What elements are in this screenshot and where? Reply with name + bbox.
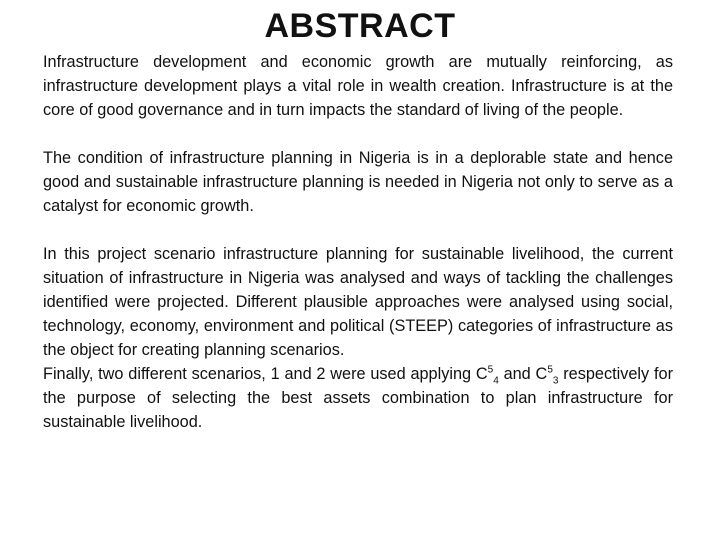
paragraph-4-end: respectively for the purpose of selecting the best assets combination to plan infrastructure for sustainable livelihood. [43,365,673,431]
abstract-body [43,50,673,434]
paragraph-2: The condition of infrastructure planning in Nigeria is in a deplorable state and hence good and sustainable infrastructure planning is needed in Nigeria not only to serve as a catalyst for economic growth. [43,149,673,215]
paragraph-4 [43,362,673,434]
page-title: ABSTRACT [264,7,456,45]
paragraph-1: Infrastructure development and economic growth are mutually reinforcing, as infrastructure development plays a vital role in wealth creation. Infrastructure is at the core of good governance and in turn impacts the standard of living of the people. [43,53,673,119]
formula-2-superscript: 5 [547,364,553,376]
formula-1-superscript: 5 [487,364,494,376]
paragraph-3: In this project scenario infrastructure planning for sustainable livelihood, the current situation of infrastructure in Nigeria was analysed and ways of tackling the challenges identified were projected. Different plausible approaches were analysed using social, technology, economy, environment and political (STEEP) categories of infrastructure as the object for creating planning scenarios. [43,245,673,359]
formula-2-subscript: 3 [552,375,559,387]
paragraph-4-middle: and [498,365,536,383]
formula-1-subscript: 4 [493,375,499,387]
paragraph-4-start: Finally, two different scenarios, 1 and 2 were used applying [43,365,476,383]
combination-formula-2: $C^5_3$ [535,364,559,387]
combination-formula-1: $C^5_4$ [475,364,499,387]
